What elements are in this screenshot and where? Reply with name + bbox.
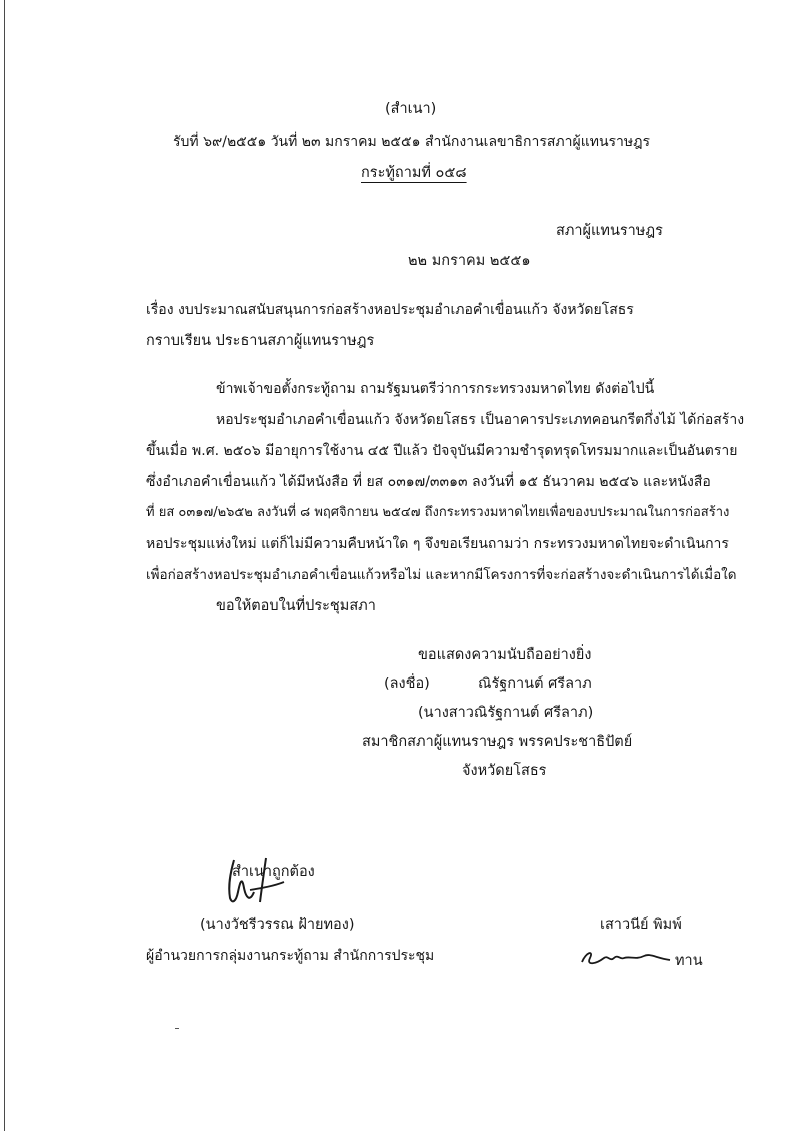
body-line: หอประชุมอำเภอคำเขื่อนแก้ว จังหวัดยโสธร เป็นอาคารประเภทคอนกรีตกึ่งไม้ ได้ก่อสร้าง	[216, 412, 745, 428]
body-line: ซึ่งอำเภอคำเขื่อนแก้ว ได้มีหนังสือ ที่ ยส ๐๓๑๗/๓๓๑๓ ลงวันที่ ๑๕ ธันวาคม ๒๕๔๖ และหนังสือ	[146, 474, 711, 490]
received-stamp-line: รับที่ ๖๙/๒๕๕๑ วันที่ ๒๓ มกราคม ๒๕๕๑ สำนักงานเลขาธิการสภาผู้แทนราษฎร	[173, 134, 651, 150]
signed-label: (ลงชื่อ)	[384, 676, 430, 692]
subject-line: เรื่อง งบประมาณสนับสนุนการก่อสร้างหอประชุมอำเภอคำเขื่อนแก้ว จังหวัดยโสธร	[146, 302, 634, 318]
full-name: (นางสาวณิรัฐกานต์ ศรีลาภ)	[418, 705, 594, 721]
certifier-signature	[220, 852, 290, 912]
scan-speck	[175, 1028, 179, 1029]
document-date: ๒๒ มกราคม ๒๕๕๑	[408, 253, 531, 269]
body-line: หอประชุมแห่งใหม่ แต่ก็ไม่มีความคืบหน้าใด ๆ จึงขอเรียนถามว่า กระทรวงมหาดไทยจะดำเนินการ	[146, 536, 729, 552]
body-line: ข้าพเจ้าขอตั้งกระทู้ถาม ถามรัฐมนตรีว่าการกระทรวงมหาดไทย ดังต่อไปนี้	[216, 381, 655, 397]
certifier-name: (นางวัชรีวรรณ ฝ้ายทอง)	[200, 917, 355, 933]
checked-suffix: ทาน	[675, 953, 703, 969]
checker-signature	[578, 944, 674, 970]
body-line: ที่ ยส ๐๓๑๗/๒๖๕๒ ลงวันที่ ๘ พฤศจิกายน ๒๕๔๗ ถึงกระทรวงมหาดไทยเพื่อของบประมาณในการก่อสร้าง	[146, 505, 730, 520]
addressee-org: สภาผู้แทนราษฎร	[556, 223, 663, 239]
body-line: เพื่อก่อสร้างหอประชุมอำเภอคำเขื่อนแก้วหรือไม่ และหากมีโครงการที่จะก่อสร้างจะดำเนินการได้เมื่อใด	[146, 567, 737, 583]
typed-by: เสาวนีย์ พิมพ์	[600, 917, 682, 933]
scan-edge-line	[4, 0, 5, 1131]
body-line: ขอให้ตอบในที่ประชุมสภา	[216, 598, 376, 614]
closing-respect: ขอแสดงความนับถืออย่างยิ่ง	[418, 647, 592, 663]
question-number: กระทู้ถามที่ ๐๕๘	[361, 165, 467, 181]
copy-mark: (สำเนา)	[385, 101, 437, 117]
member-province: จังหวัดยโสธร	[462, 763, 547, 779]
salutation-line: กราบเรียน ประธานสภาผู้แทนราษฎร	[146, 333, 375, 349]
certifier-title: ผู้อำนวยการกลุ่มงานกระทู้ถาม สำนักการประชุม	[146, 948, 435, 964]
signed-name: ณิรัฐกานต์ ศรีลาภ	[478, 676, 592, 692]
certified-copy-label: สำเนาถูกต้อง	[232, 864, 315, 880]
member-position: สมาชิกสภาผู้แทนราษฎร พรรคประชาธิปัตย์	[362, 734, 633, 750]
body-line: ขึ้นเมื่อ พ.ศ. ๒๕๐๖ มีอายุการใช้งาน ๔๕ ปีแล้ว ปัจจุบันมีความชำรุดทรุดโทรมมากและเป็นอันตราย	[146, 443, 738, 459]
